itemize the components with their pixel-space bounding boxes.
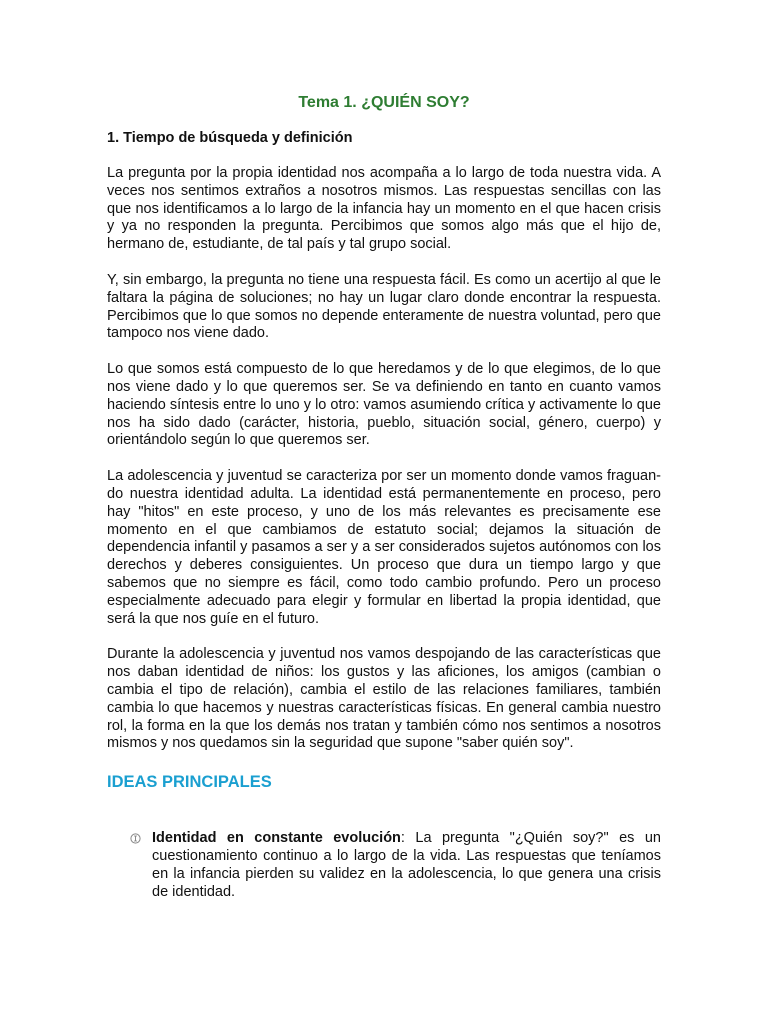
paragraph-4: La adolescencia y juventud se caracteriza por ser un momento donde vamos fraguan- do nuestra identidad adulta. La identidad está permanentemente en proceso, pero hay "hitos" en este proceso, y uno de los más relevantes es precisamente ese momento en el que cambiamos de estatuto social; dejamos la situación de dependencia infantil y pasamos a ser y a ser considerados sujetos autónomos con los derechos y deberes consiguientes. Un proceso que dura un tiempo largo y que sabemos que no siempre es fácil, como todo cambio profundo. Pero un proceso especialmente adecuado para elegir y formular en libertad la propia identidad, que será la que nos guíe en el futuro. <box>107 468 661 627</box>
paragraph-1: La pregunta por la propia identidad nos acompaña a lo largo de toda nuestra vida. A veces nos sentimos extraños a nosotros mismos. Las respuestas sencillas con las que nos identificamos a lo largo de la infancia hay un momento en el que hacen crisis y ya no responden la pregunta. Percibimos que somos algo más que el hijo de, hermano de, estudiante, de tal país y tal grupo social. <box>107 165 661 253</box>
idea-term: Identidad en constante evolución <box>152 830 401 847</box>
section-heading: 1. Tiempo de búsqueda y definición <box>107 130 353 146</box>
document-title: Tema 1. ¿QUIÉN SOY? <box>298 94 470 111</box>
document-page <box>107 92 661 901</box>
ideas-list <box>107 830 661 901</box>
ideas-heading: IDEAS PRINCIPALES <box>107 773 272 792</box>
circled-numeral-icon <box>130 833 141 844</box>
paragraph-5: Durante la adolescencia y juventud nos vamos despojando de las características que nos daban identidad de niños: los gustos y las aficiones, los amigos (cambian o cambia el tipo de relación), cambia el estilo de las relaciones familiares, también cambia lo que hacemos y nuestras características físicas. En general cambia nuestro rol, la forma en la que los demás nos tratan y también cómo nos sentimos a nosotros mismos y nos quedamos sin la seguridad que supone "saber quién soy". <box>107 646 661 752</box>
paragraph-2: Y, sin embargo, la pregunta no tiene una respuesta fácil. Es como un acertijo al que le faltara la página de soluciones; no hay un lugar claro donde encontrar la respuesta. Percibimos que lo que somos no depende enteramente de nuestra voluntad, pero que tampoco nos viene dado. <box>107 271 661 342</box>
paragraph-3: Lo que somos está compuesto de lo que heredamos y de lo que elegimos, de lo que nos viene dado y lo que queremos ser. Se va definiendo en tanto en cuanto vamos haciendo síntesis entre lo uno y lo otro: vamos asumiendo crítica y activamente lo que nos ha sido dado (carácter, historia, pueblo, situación social, género, cuerpo) y orientándolo según lo que queremos ser. <box>107 361 661 449</box>
idea-item <box>107 830 661 901</box>
idea-text: : La pregunta "¿Quién soy?" es un cuestionamiento continuo a lo largo de la vida. Las respuestas que teníamos en la infancia pierden su validez en la adolescencia, lo que genera una crisis de identidad. <box>152 830 661 900</box>
